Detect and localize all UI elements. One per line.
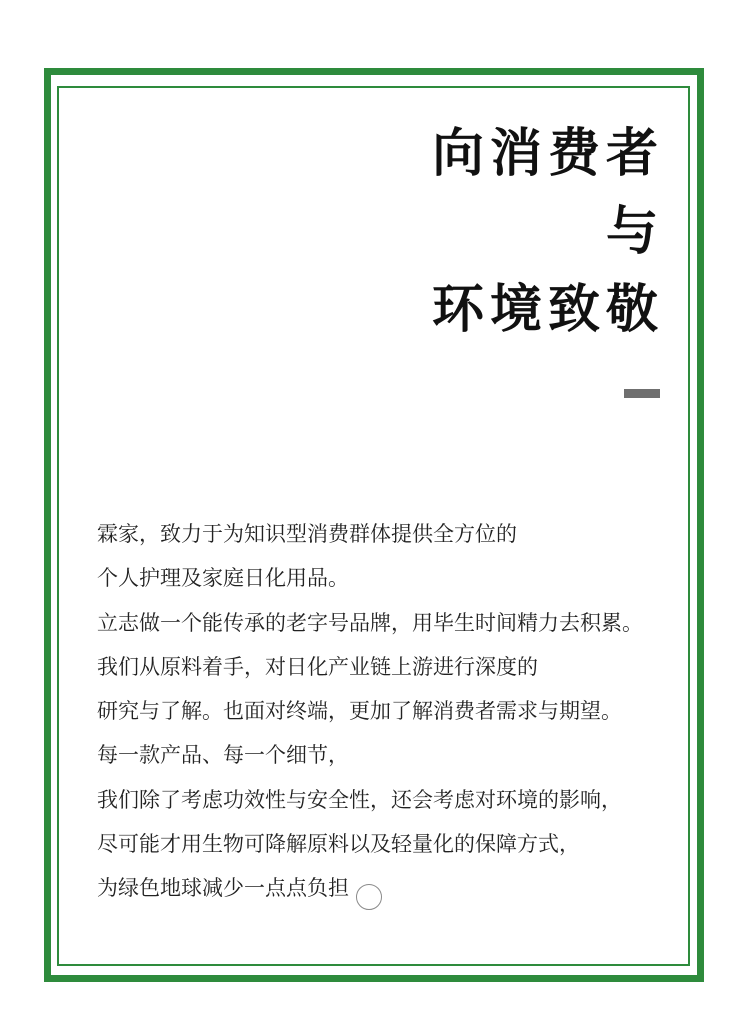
title-line-2: 与 — [605, 202, 664, 262]
body-line-2: 个人护理及家庭日化用品。 — [97, 566, 349, 591]
title-line-3: 环境致敬 — [431, 280, 664, 340]
body-line-8: 尽可能才用生物可降解原料以及轻量化的保障方式， — [97, 832, 580, 857]
body-line-1: 霖家，致力于为知识型消费群体提供全方位的 — [97, 522, 517, 546]
body-line-5: 研究与了解。也面对终端，更加了解消费者需求与期望。 — [97, 699, 622, 724]
body-line-6: 每一款产品、每一个细节， — [97, 743, 349, 768]
body-line-9: 为绿色地球减少一点点负担 — [97, 876, 349, 901]
title-divider-bar — [624, 389, 660, 398]
body-line-3: 立志做一个能传承的老字号品牌，用毕生时间精力去积累。 — [97, 610, 643, 635]
body-line-4: 我们从原料着手，对日化产业链上游进行深度的 — [97, 654, 538, 679]
body-line-7: 我们除了考虑功效性与安全性，还会考虑对环境的影响， — [97, 787, 622, 812]
circle-cursor-icon — [356, 884, 382, 910]
title-line-1: 向消费者 — [431, 124, 664, 184]
body-paragraph — [97, 512, 677, 911]
